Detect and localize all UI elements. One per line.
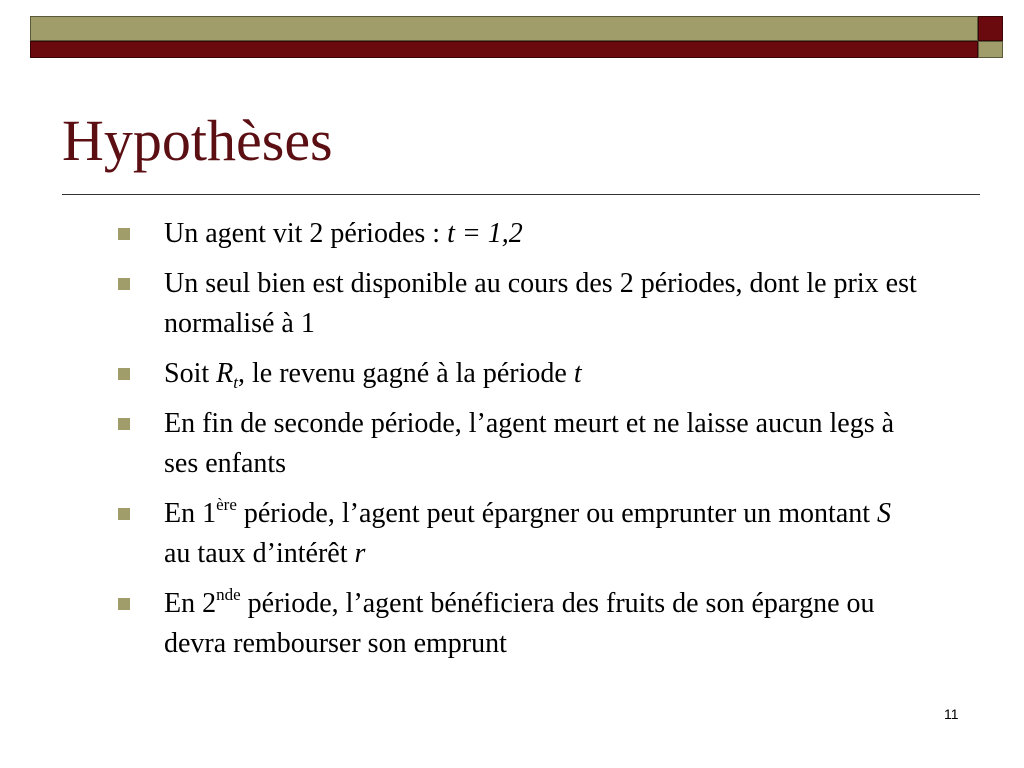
square-bullet-icon (118, 598, 130, 610)
bullet-text: période, l’agent peut épargner ou emprunter un montant (236, 498, 878, 529)
bullet-text: En 2 (164, 588, 217, 619)
variable: r (354, 538, 366, 569)
bullet-item (118, 494, 918, 574)
square-bullet-icon (118, 368, 130, 380)
variable-subscript: t (233, 373, 238, 392)
bullet-text: En fin de seconde période, l’agent meurt et ne laisse aucun legs à ses enfants (164, 408, 895, 479)
bullet-text: En 1 (164, 498, 217, 529)
ordinal-superscript: nde (216, 585, 241, 604)
bullet-item (118, 354, 918, 394)
page-number: 11 (944, 706, 959, 722)
corner-olive-square (978, 41, 1003, 58)
bullet-text: , le revenu gagné à la période (237, 358, 574, 389)
bullet-item (118, 404, 918, 484)
bullet-item (118, 214, 918, 254)
title-divider (62, 194, 980, 195)
square-bullet-icon (118, 508, 130, 520)
square-bullet-icon (118, 418, 130, 430)
variable: R (216, 358, 234, 389)
bullet-text: Un agent vit 2 périodes : (164, 218, 448, 249)
variable: t (573, 358, 582, 389)
bullet-text: au taux d’intérêt (164, 538, 355, 569)
bullet-text: Un seul bien est disponible au cours des 2 périodes, dont le prix est normalisé à 1 (164, 268, 917, 339)
header-olive-band (30, 16, 978, 41)
square-bullet-icon (118, 278, 130, 290)
ordinal-superscript: ère (216, 495, 237, 514)
header-red-band (30, 41, 978, 58)
slide-title: Hypothèses (62, 108, 333, 173)
bullet-text: Soit (164, 358, 217, 389)
header-decoration (30, 16, 978, 58)
bullet-list (118, 214, 918, 674)
bullet-math: t = 1,2 (447, 218, 523, 249)
corner-red-square (978, 16, 1003, 41)
bullet-item (118, 584, 918, 664)
bullet-text: période, l’agent bénéficiera des fruits de son épargne ou devra rembourser son emprunt (164, 588, 875, 659)
bullet-item (118, 264, 918, 344)
square-bullet-icon (118, 228, 130, 240)
variable: S (877, 498, 892, 529)
